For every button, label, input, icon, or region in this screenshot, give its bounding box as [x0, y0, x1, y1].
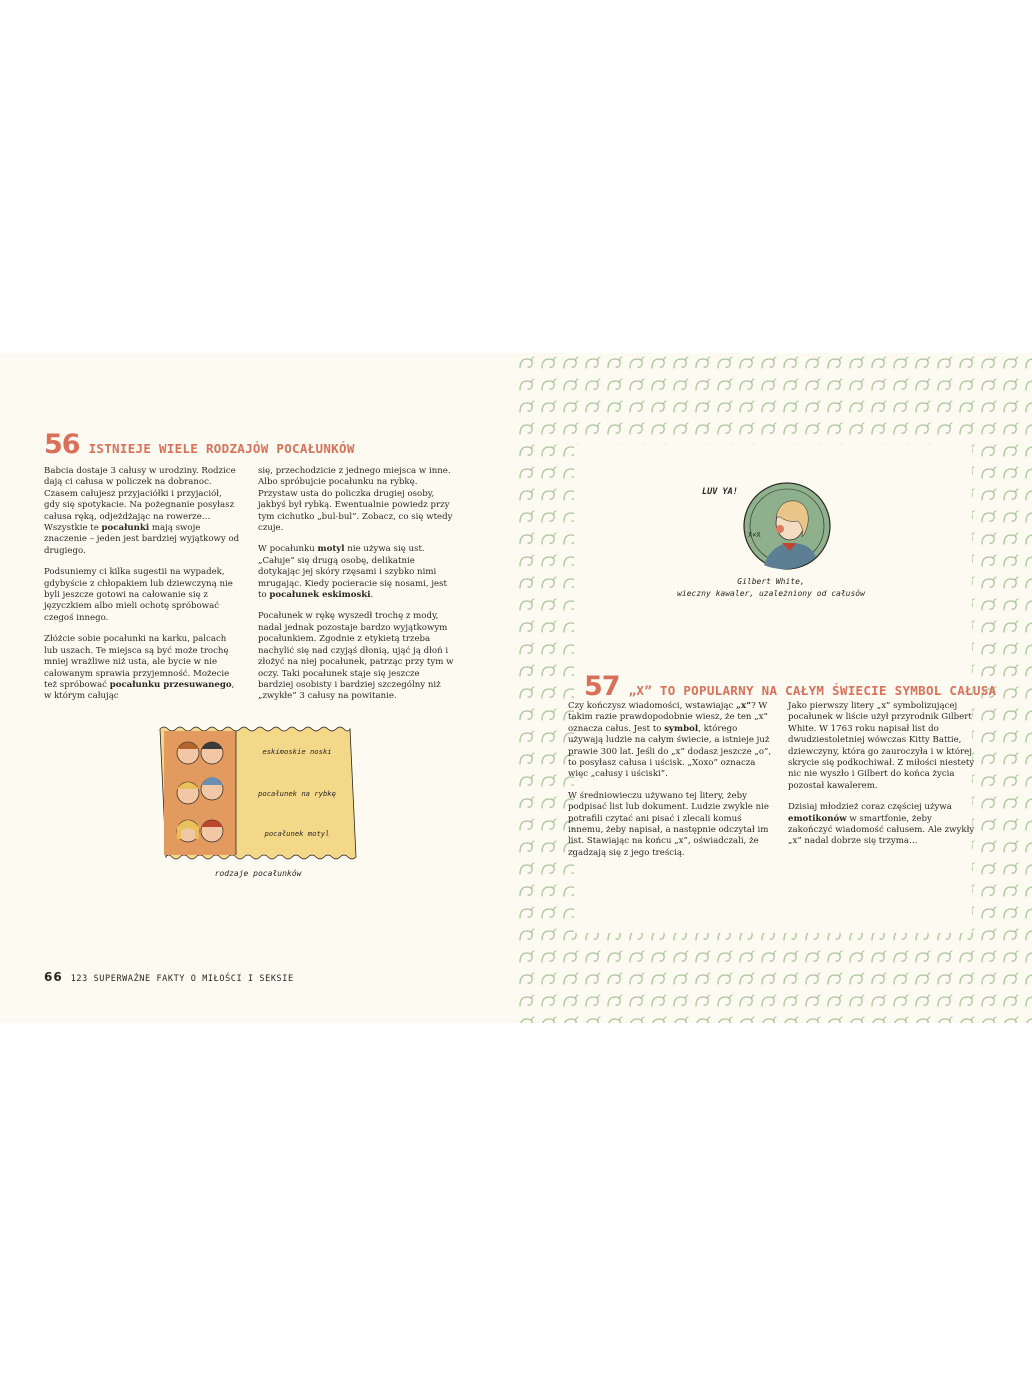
text: , w którym całując — [44, 679, 235, 702]
bold-term: symbol — [664, 723, 699, 734]
text: nie używa się ust. „Całuje” się drugą osobę, delikatnie dotykając jej skóry rzęsami i szybko nimi mrugając. Kiedy pocieracie się nosami, jest to — [258, 544, 447, 601]
illustration-label-butterfly: pocałunek motyl — [264, 829, 330, 838]
left-column-1 — [44, 466, 240, 713]
book-title: 123 SUPERWAŻNE FAKTY O MIŁOŚCI I SEKSIE — [70, 974, 294, 984]
kiss-marks: X×X — [748, 531, 761, 539]
text: Czy kończysz wiadomości, wstawiając — [568, 701, 737, 711]
bold-term: motyl — [317, 544, 345, 555]
gilbert-white-portrait — [742, 481, 832, 571]
paragraph — [44, 634, 240, 702]
left-page — [0, 353, 516, 1023]
text: mają swoje znaczenie – jeden jest bardziej wyjątkowy od drugiego. — [44, 523, 240, 556]
paragraph — [788, 802, 978, 848]
right-column-1 — [568, 701, 774, 869]
caption-line: wieczny kawaler, uzależniony od całusów — [677, 589, 865, 598]
portrait-caption — [646, 576, 896, 600]
text: Babcia dostaje 3 całusy w urodziny. Rodzice dają ci całusa w policzek na dobranoc. Czasem całujesz przyjaciółki i przyjaciół, gdy się spotykacie. Na pożegnanie posyłasz całusa ręką, odjeżdżając na rowerze… Wszystkie te — [44, 466, 236, 534]
left-column-2 — [258, 466, 456, 713]
paragraph: Jako pierwszy litery „x” symbolizującej pocałunek w liście użył przyrodnik Gilbert White. W 1763 roku napisał list do dwudziestoletniej wówczas Kitty Battie, dziewczyny, która go zauroczyła i w której skrycie się podkochiwał. Z miłości niestety nic nie wyszło i Gilbert do końca życia pozostał kawalerem. — [788, 701, 975, 791]
illustration-label-fish: pocałunek na rybkę — [258, 789, 336, 798]
paragraph: Pocałunek w rękę wyszedł trochę z mody, nadal jednak pozostaje bardzo wyjątkowym pocałunkiem. Zgodnie z etykietą trzeba nachylić się nad czyjąś dłonią, ująć ją dłoń i złożyć na niej pocałunek, patrząc przy tym w oczy. Taki pocałunek staje się jeszcze bardziej osobisty i bardziej szczególny niż „zwykłe” 3 całusy na powitanie. — [258, 611, 454, 702]
book-spread — [0, 353, 1032, 1023]
text: ? W takim razie prawdopodobnie wiesz, że ten „x” oznacza całus. Jest to — [568, 701, 768, 734]
paragraph: W średniowieczu używano tej litery, żeby podpisać list lub dokument. Ludzie zwykle nie potrafili czytać ani pisać i zlecali komuś innemu, żeby napisał, a następnie odczytał im list. Stawiając na końcu „x”, oświadczali, że zgadzają się z jego treścią. — [568, 790, 769, 858]
illustration-label-eskimo: eskimoskie noski — [262, 747, 332, 756]
text: Dzisiaj młodzież coraz częściej używa — [788, 802, 952, 813]
right-column-2 — [788, 701, 978, 858]
page-number: 66 — [44, 970, 63, 984]
caption-line: Gilbert White, — [737, 577, 805, 586]
paragraph — [568, 701, 774, 781]
section-title: „X” TO POPULARNY NA CAŁYM ŚWIECIE SYMBOL CAŁUSA — [628, 683, 997, 698]
section-number: 56 — [44, 429, 80, 460]
text: , którego używają ludzie na całym świecie, a istnieje już prawie 300 lat. Jeśli do „x” dodasz jeszcze „o”, to posyłasz całusa i uścisk. „Xoxo” oznacza więc „całusy i uściski”. — [568, 723, 772, 780]
section-number: 57 — [584, 671, 620, 702]
bold-term: emotikonów — [788, 813, 847, 824]
section-56-heading — [44, 429, 355, 460]
paragraph: Podsuniemy ci kilka sugestii na wypadek, gdybyście z chłopakiem lub dziewczyną nie byli jeszcze gotowi na całowanie się z języczkiem albo mieli ochotę spróbować czegoś innego. — [44, 567, 233, 623]
bold-term: pocałunki — [101, 523, 150, 534]
bold-term: „x” — [736, 701, 752, 711]
text: . — [370, 590, 374, 601]
text: w smartfonie, żeby zakończyć wiadomość całusem. Ale zwykły „x” nadal dobrze się trzyma… — [788, 813, 975, 847]
page-footer — [44, 970, 294, 984]
text: W pocałunku — [258, 544, 318, 555]
section-57-heading — [584, 671, 996, 702]
right-page — [516, 353, 1032, 1023]
speech-bubble: LUV YA! — [702, 487, 738, 497]
paragraph — [44, 466, 240, 557]
bold-term: pocałunku przesuwanego — [109, 679, 232, 690]
paragraph — [258, 544, 456, 601]
text: Złóżcie sobie pocałunki na karku, palcach lub uszach. Te miejsca są być może trochę mniej wrażliwe niż usta, ale bycie w nie całowanym sprawia przyjemność. Możecie też spróbować — [44, 634, 230, 690]
illustration-caption: rodzaje pocałunków — [214, 869, 302, 878]
section-title: ISTNIEJE WIELE RODZAJÓW POCAŁUNKÓW — [88, 441, 355, 456]
bold-term: pocałunek eskimoski — [269, 590, 371, 601]
paragraph: się, przechodzicie z jednego miejsca w inne. Albo spróbujcie pocałunku na rybkę. Przystaw usta do policzka drugiej osoby, jakbyś był rybką. Ewentualnie powiedz przy tym cichutko „bul-bul”. Zobacz, co się wtedy czuje. — [258, 466, 453, 534]
